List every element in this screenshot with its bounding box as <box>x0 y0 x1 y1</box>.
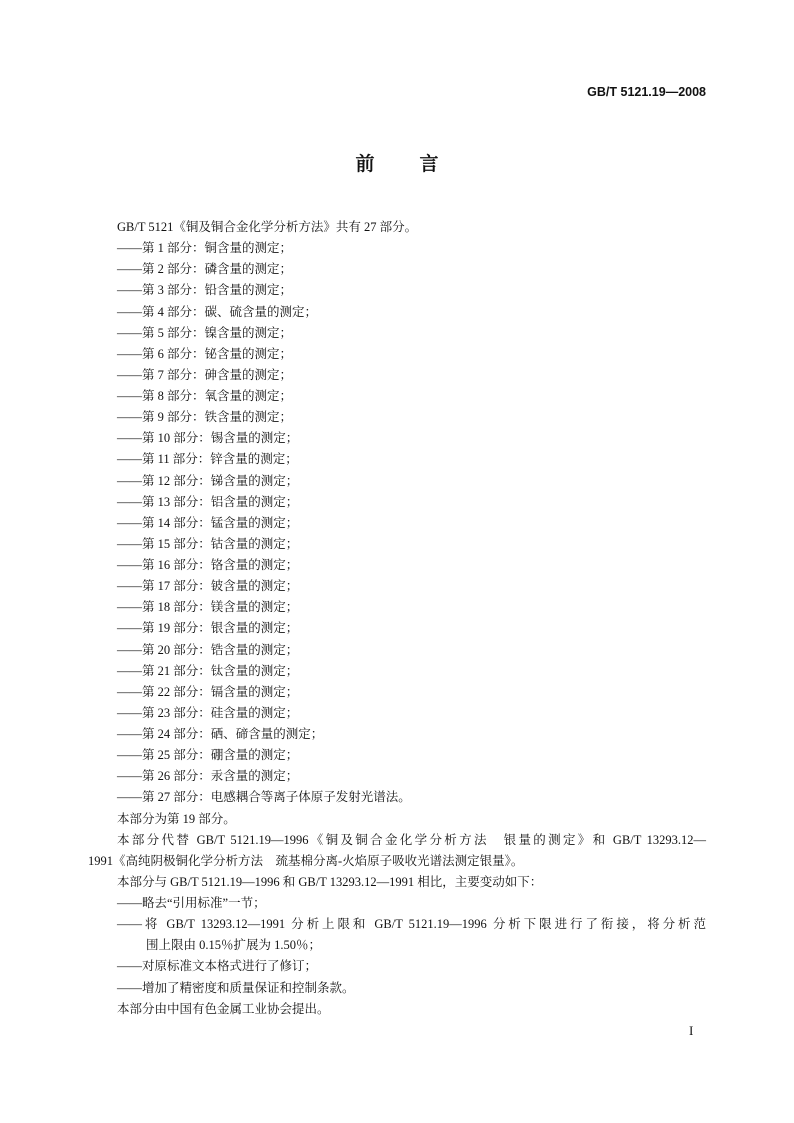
list-item: ——第 17 部分：铍含量的测定； <box>117 579 299 594</box>
list-item: ——第 2 部分：磷含量的测定； <box>117 262 293 277</box>
standard-code: GB/T 5121.19—2008 <box>587 85 706 99</box>
list-item: ——第 18 部分：镁含量的测定； <box>117 600 299 615</box>
list-item: ——第 23 部分：硅含量的测定； <box>117 705 299 720</box>
list-item: ——略去“引用标准”一节； <box>117 896 266 910</box>
list-item: ——第 3 部分：铅含量的测定； <box>117 283 293 298</box>
list-item <box>88 914 706 956</box>
list-item: ——第 22 部分：镉含量的测定； <box>117 684 299 699</box>
replaces-statement-line: 1991《高纯阴极铜化学分析方法 巯基棉分离-火焰原子吸收光谱法测定银量》。 <box>88 853 524 868</box>
list-item: ——第 4 部分：碳、硫含量的测定； <box>117 304 318 319</box>
list-item: ——第 25 部分：硼含量的测定； <box>117 748 299 763</box>
list-item: ——第 20 部分：锆含量的测定； <box>117 642 299 657</box>
proposed-by-statement: 本部分由中国有色金属工业协会提出。 <box>117 1001 330 1016</box>
parts-list <box>88 238 706 808</box>
page-number: I <box>689 1023 694 1038</box>
list-item: ——第 27 部分：电感耦合等离子体原子发射光谱法。 <box>117 790 411 805</box>
list-item: ——第 9 部分：铁含量的测定； <box>117 410 293 425</box>
part-number-statement: 本部分为第 19 部分。 <box>117 811 236 826</box>
list-item: ——第 12 部分：锑含量的测定； <box>117 473 299 488</box>
list-item: ——第 14 部分：锰含量的测定； <box>117 515 299 530</box>
list-item: ——第 19 部分：银含量的测定； <box>117 621 299 636</box>
changes-list <box>88 893 706 999</box>
intro-paragraph: GB/T 5121《铜及铜合金化学分析方法》共有 27 部分。 <box>117 220 418 234</box>
list-item: ——第 15 部分：钴含量的测定； <box>117 536 299 551</box>
list-item: ——对原标准文本格式进行了修订； <box>117 959 318 974</box>
list-item: ——第 13 部分：铝含量的测定； <box>117 494 299 509</box>
page-title: 前 言 <box>355 154 452 175</box>
replaces-statement-line: 本部分代替 GB/T 5121.19—1996《铜及铜合金化学分析方法 银量的测定》和 GB/T 13293.12— <box>117 832 706 847</box>
list-item: ——第 1 部分：铜含量的测定； <box>117 241 293 256</box>
list-item: ——第 5 部分：镍含量的测定； <box>117 325 293 340</box>
changes-intro: 本部分与 GB/T 5121.19—1996 和 GB/T 13293.12—1991 相比，主要变动如下： <box>117 874 543 889</box>
foreword-body <box>88 217 706 1020</box>
list-item: ——第 11 部分：锌含量的测定； <box>117 452 298 467</box>
list-item-line: 围上限由 0.15％扩展为 1.50％； <box>146 938 322 953</box>
list-item: ——第 7 部分：砷含量的测定； <box>117 367 293 382</box>
list-item: ——第 8 部分：氧含量的测定； <box>117 389 293 403</box>
list-item: ——增加了精密度和质量保证和控制条款。 <box>117 980 355 995</box>
list-item: ——第 21 部分：钛含量的测定； <box>117 663 299 678</box>
list-item: ——第 10 部分：锡含量的测定； <box>117 431 299 446</box>
replaces-statement <box>88 830 706 872</box>
list-item: ——第 6 部分：铋含量的测定； <box>117 346 293 361</box>
list-item-line: ——将 GB/T 13293.12—1991 分析上限和 GB/T 5121.19—1996 分析下限进行了衔接，将分析范 <box>117 917 706 932</box>
list-item: ——第 24 部分：硒、碲含量的测定； <box>117 727 324 741</box>
list-item: ——第 16 部分：铬含量的测定； <box>117 558 299 572</box>
list-item: ——第 26 部分：汞含量的测定； <box>117 769 299 784</box>
